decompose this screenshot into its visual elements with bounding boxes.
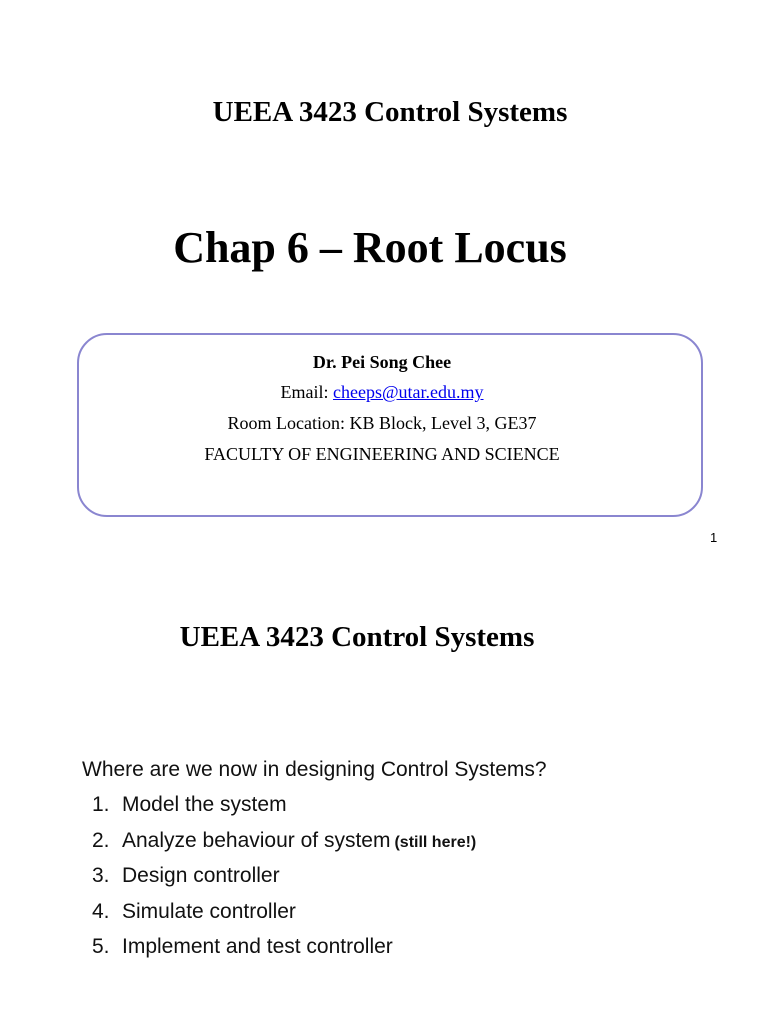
email-line xyxy=(77,382,687,403)
chapter-title: Chap 6 – Root Locus xyxy=(173,223,567,272)
step-text: Analyze behaviour of system xyxy=(122,828,391,852)
design-steps-list xyxy=(92,790,476,968)
list-item xyxy=(92,897,476,933)
email-link[interactable]: cheeps@utar.edu.my xyxy=(332,382,484,402)
step-number: 2. xyxy=(92,828,110,852)
room-location: Room Location: KB Block, Level 3, GE37 xyxy=(227,413,537,433)
course-title: UEEA 3423 Control Systems xyxy=(212,96,568,128)
list-item xyxy=(92,790,476,826)
page-number: 1 xyxy=(710,530,718,545)
lecturer-name: Dr. Pei Song Chee xyxy=(312,352,452,372)
step-text: Model the system xyxy=(122,793,287,816)
list-item xyxy=(92,932,476,968)
slide2-course-title: UEEA 3423 Control Systems xyxy=(179,621,535,653)
step-text: Design controller xyxy=(122,864,280,887)
list-item xyxy=(92,861,476,897)
step-text: Implement and test controller xyxy=(122,935,393,958)
step-note: (still here!) xyxy=(394,833,477,851)
step-number: 1. xyxy=(92,793,110,816)
email-label: Email: xyxy=(280,382,333,402)
faculty-name: FACULTY OF ENGINEERING AND SCIENCE xyxy=(204,444,560,464)
list-item xyxy=(92,826,476,862)
step-number: 5. xyxy=(92,935,110,958)
step-number: 3. xyxy=(92,864,110,887)
design-question: Where are we now in designing Control Systems? xyxy=(82,758,547,781)
step-number: 4. xyxy=(92,899,110,923)
step-text: Simulate controller xyxy=(122,899,296,923)
